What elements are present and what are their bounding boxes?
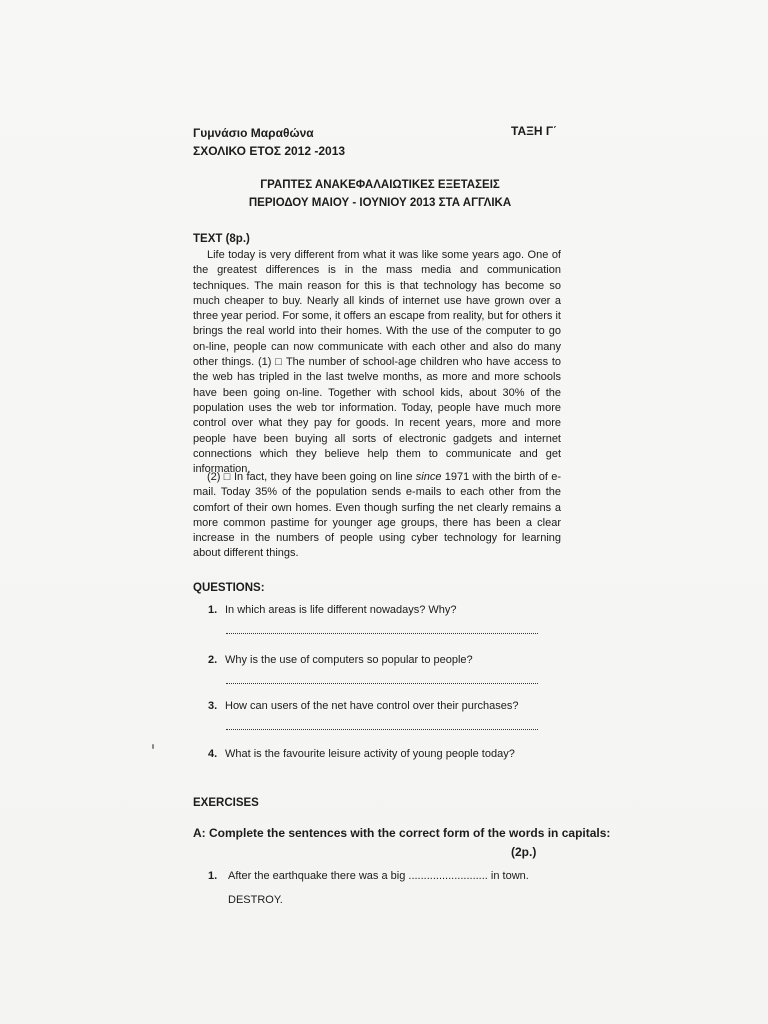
questions-heading: QUESTIONS: (193, 582, 265, 594)
paragraph-2-start: (2) □ In fact, they have been going on line (207, 471, 416, 483)
exercise-a-points: (2p.) (511, 845, 537, 859)
question-3 (208, 700, 519, 712)
exam-title-line1: ΓΡΑΠΤΕΣ ΑΝΑΚΕΦΑΛΑΙΩΤΙΚΕΣ ΕΞΕΤΑΣΕΙΣ (260, 179, 500, 191)
question-4 (208, 748, 515, 760)
answer-line-3[interactable] (226, 727, 538, 730)
paragraph-2-end: 1971 with the birth of e-mail. Today 35% of the population sends e-mails to each other from the comfort of their own homes. Even though surfing the net clearly remains a more common pastime for younger age groups, there has been a clear increase in the numbers of people using cyber technology for learning about different things. (193, 471, 561, 560)
text-paragraph-1 (193, 248, 561, 477)
exercise-a-item-1-number: 1. (208, 870, 218, 882)
exercise-a-item-1-word: DESTROY. (228, 894, 283, 906)
exam-title-line2: ΠΕΡΙΟΔΟΥ ΜΑΙΟΥ - ΙΟΥΝΙΟΥ 2013 ΣΤΑ ΑΓΓΛΙΚΑ (248, 197, 512, 209)
question-3-text: How can users of the net have control over their purchases? (225, 700, 519, 712)
question-1-number: 1. (208, 604, 218, 616)
question-3-number: 3. (208, 700, 218, 712)
answer-line-2[interactable] (226, 681, 538, 684)
school-header (193, 124, 345, 160)
exercise-a-title: A: Complete the sentences with the correct form of the words in capitals: (193, 826, 611, 840)
exercises-heading: EXERCISES (193, 797, 259, 809)
exercise-a-item-1 (208, 870, 529, 882)
text-paragraph-2 (193, 470, 561, 562)
question-4-number: 4. (208, 748, 218, 760)
question-2-number: 2. (208, 654, 218, 666)
question-1 (208, 604, 457, 616)
question-2 (208, 654, 473, 666)
school-year: ΣΧΟΛΙΚΟ ΕΤΟΣ 2012 -2013 (193, 144, 346, 158)
paragraph-1-body: Life today is very different from what it was like some years ago. One of the greatest differences is in the mass media and communication techniques. The main reason for this is that technology has become so much cheaper to buy. Nearly all kinds of internet use have grown over a three year period. For some, it offers an escape from reality, but for others it brings the real world into their homes. With the use of the computer to go on-line, people can now communicate with each other and also do many other things. (1) □ The number of school-age children who have access to the web has tripled in the last twelve months, as more and more schools have been going on-line. Together with school kids, about 30% of the population uses the web tor information. Today, people have much more control over what they pay for goods. In recent years, more and more people have been buying all sorts of electronic gadgets and internet connections which they believe help them to communicate and get information. (193, 249, 561, 476)
question-2-text: Why is the use of computers so popular to people? (225, 654, 473, 666)
paragraph-2-since: since (415, 471, 442, 483)
scan-speck (152, 744, 154, 749)
class-label: ΤΑΞΗ Γ΄ (511, 124, 558, 138)
text-heading: TEXT (8p.) (193, 233, 250, 245)
question-1-text: In which areas is life different nowadays? Why? (225, 604, 457, 616)
answer-line-1[interactable] (226, 631, 538, 634)
exercise-a-item-1-text: After the earthquake there was a big .......................... in town. (228, 870, 529, 882)
school-name: Γυμνάσιο Μαραθώνα (193, 126, 314, 140)
question-4-text: What is the favourite leisure activity of young people today? (225, 748, 515, 760)
